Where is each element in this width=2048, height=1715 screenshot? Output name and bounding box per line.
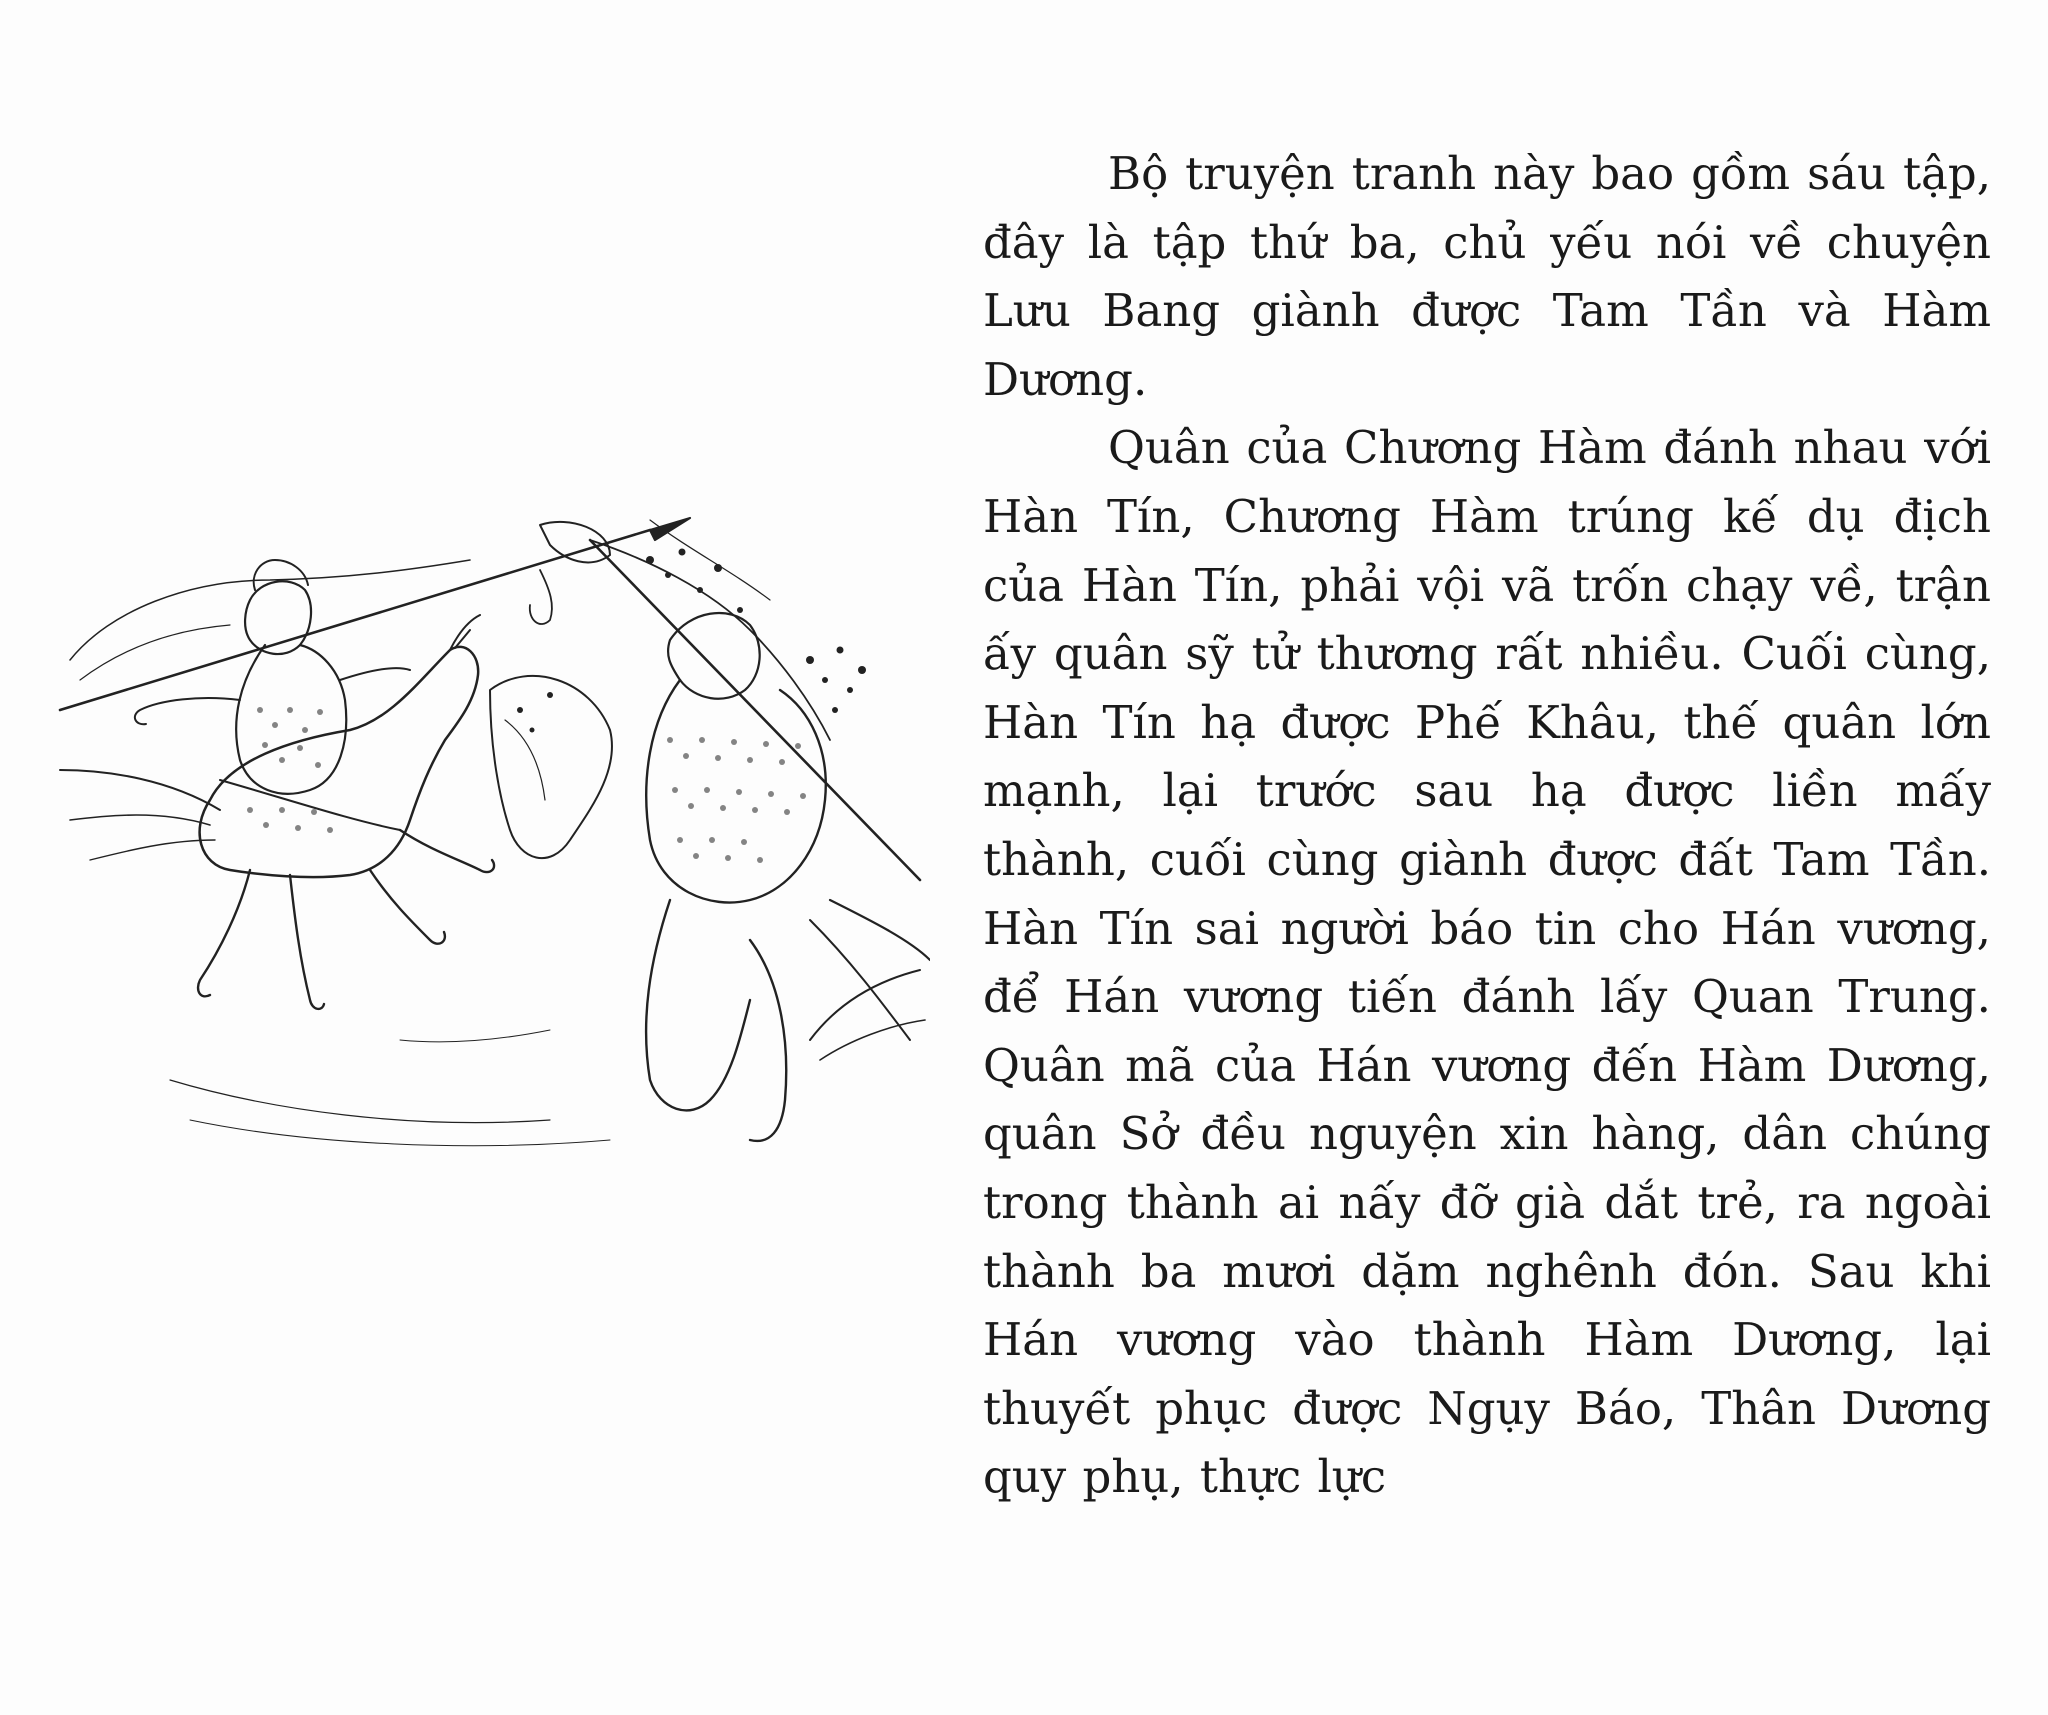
paragraph-2: Quân của Chương Hàm đánh nhau với Hàn Tín, Chương Hàm trúng kế dụ địch của Hàn Tín, phải vội vã trốn chạy về, trận ấy quân sỹ tử thương rất nhiều. Cuối cùng, Hàn Tín hạ được Phế Khâu, thế quân lớn mạnh, lại trước sau hạ được liền mấy thành, cuối cùng giành được đất Tam Tần. Hàn Tín sai người báo tin cho Hán vương, để Hán vương tiến đánh lấy Quan Trung. Quân mã của Hán vương đến Hàm Dương, quân Sở đều nguyện xin hàng, dân chúng trong thành ai nấy đỡ già dắt trẻ, ra ngoài thành ba mươi dặm nghênh đón. Sau khi Hán vương vào thành Hàm Dương, lại thuyết phục được Ngụy Báo, Thân Dương quy phụ, thực lực (983, 421, 1991, 1504)
body-text (983, 140, 1991, 1512)
paragraph-1: Bộ truyện tranh này bao gồm sáu tập, đây là tập thứ ba, chủ yếu nói về chuyện Lưu Bang giành được Tam Tần và Hàm Dương. (983, 147, 1991, 406)
battle-illustration (50, 480, 930, 1160)
